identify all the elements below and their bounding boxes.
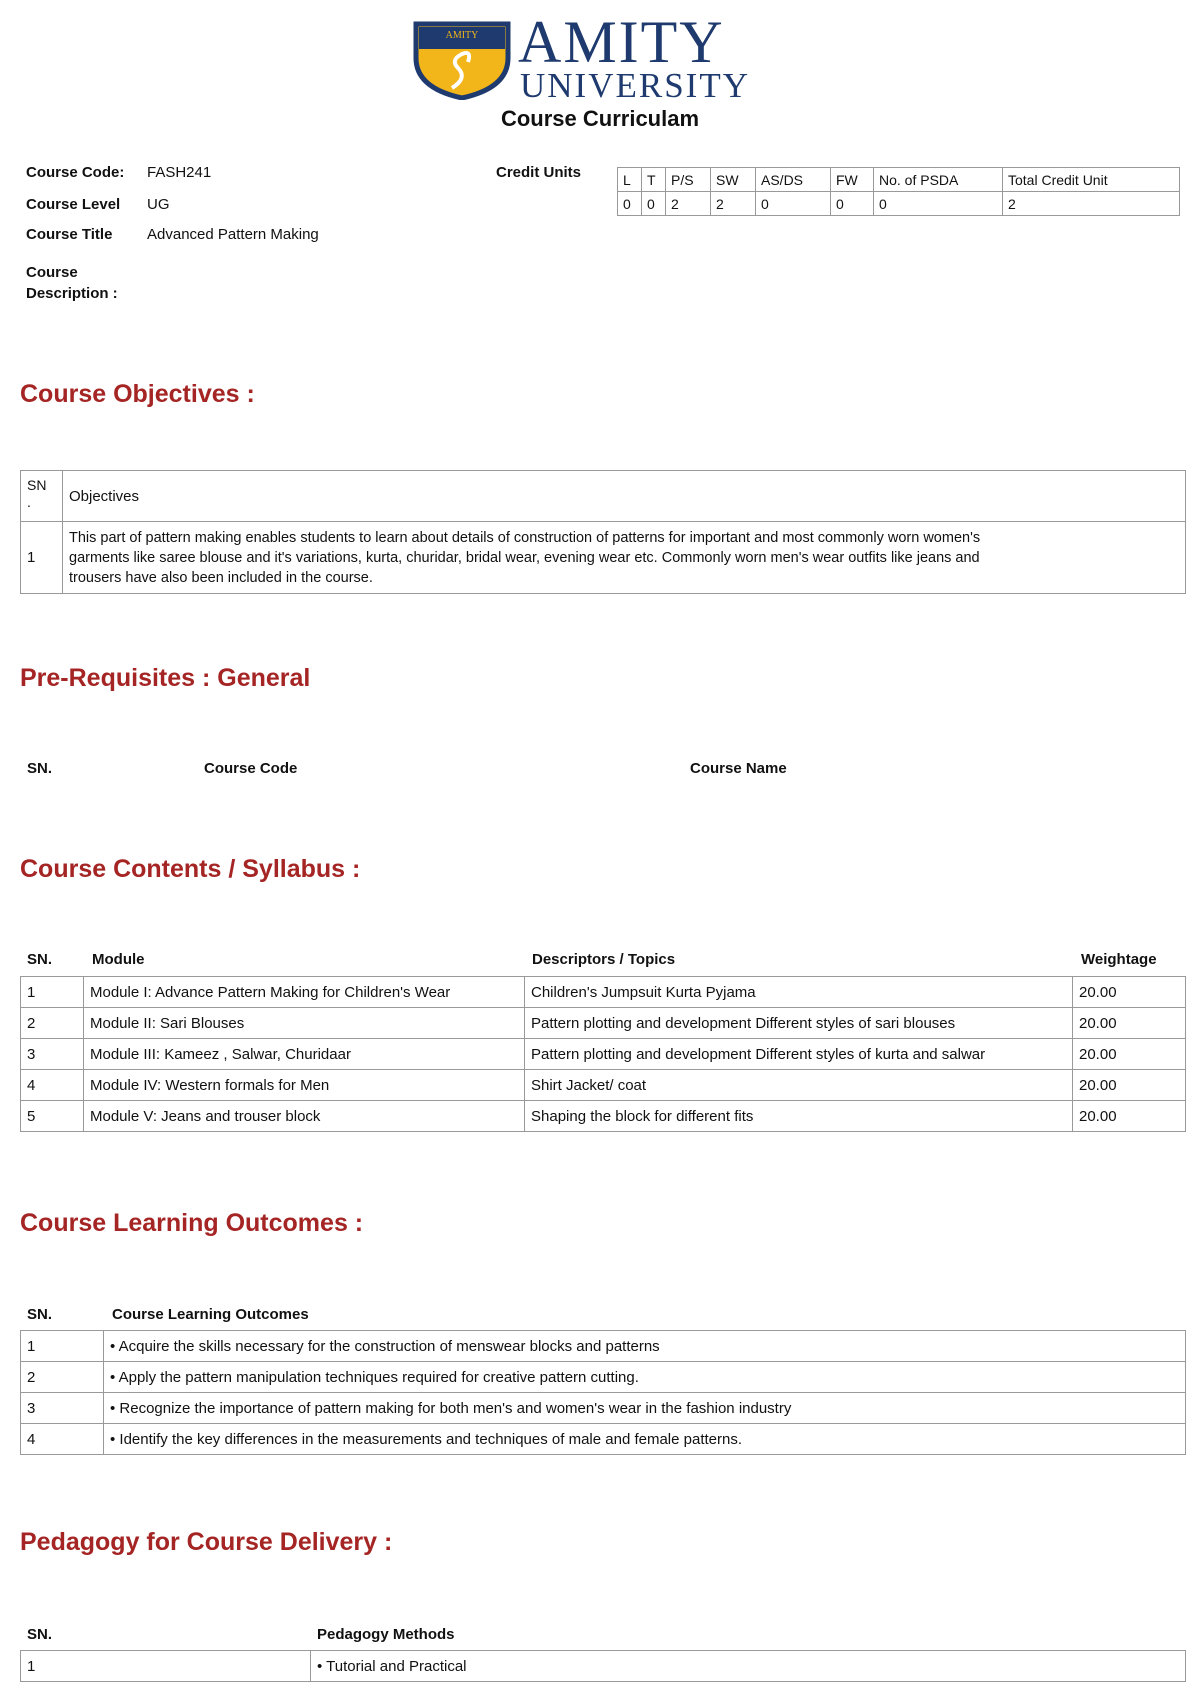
prereq-sn-header: SN.	[27, 760, 53, 777]
outcome-text: • Apply the pattern manipulation techniques required for creative pattern cutting.	[104, 1362, 1186, 1393]
objectives-row	[21, 522, 1186, 594]
credit-header-cell: Total Credit Unit	[1003, 168, 1180, 192]
outcomes-table	[20, 1330, 1186, 1455]
syllabus-heading: Course Contents / Syllabus :	[20, 855, 361, 883]
credit-header-cell: P/S	[666, 168, 711, 192]
table-row	[21, 1651, 1186, 1682]
credit-header-cell: T	[642, 168, 666, 192]
course-code-value: FASH241	[147, 164, 212, 181]
pedagogy-sn: 1	[21, 1651, 311, 1682]
credit-units-label: Credit Units	[496, 164, 582, 181]
university-logo	[412, 9, 792, 105]
credit-value-cell: 0	[618, 192, 642, 216]
syllabus-topics-header: Descriptors / Topics	[532, 951, 676, 968]
pedagogy-sn-header: SN.	[27, 1626, 53, 1643]
syllabus-module: Module V: Jeans and trouser block	[84, 1101, 525, 1132]
syllabus-sn: 5	[21, 1101, 84, 1132]
credit-value-row	[618, 192, 1180, 216]
syllabus-module: Module I: Advance Pattern Making for Children's Wear	[84, 977, 525, 1008]
credit-header-cell: AS/DS	[756, 168, 831, 192]
objective-line: trousers have also been included in the course.	[69, 569, 373, 586]
outcome-sn: 4	[21, 1424, 104, 1455]
objectives-column-header: Objectives	[63, 471, 1186, 522]
syllabus-table	[20, 976, 1186, 1132]
syllabus-module: Module IV: Western formals for Men	[84, 1070, 525, 1101]
credit-header-cell: No. of PSDA	[874, 168, 1003, 192]
course-title-label: Course Title	[26, 226, 113, 243]
syllabus-topics: Shaping the block for different fits	[525, 1101, 1073, 1132]
sn-header-text: SN	[27, 477, 47, 493]
shield-text: AMITY	[445, 30, 479, 41]
table-row	[21, 1362, 1186, 1393]
syllabus-weightage: 20.00	[1073, 1008, 1186, 1039]
objective-line: garments like saree blouse and it's variations, kurta, churidar, bridal wear, evening wear etc. Commonly worn men's wear outfits like jeans and	[69, 549, 980, 566]
outcome-text: • Acquire the skills necessary for the construction of menswear blocks and patterns	[104, 1331, 1186, 1362]
syllabus-weightage: 20.00	[1073, 977, 1186, 1008]
credit-value-cell: 2	[666, 192, 711, 216]
outcomes-sn-header: SN.	[27, 1306, 53, 1323]
outcomes-column-header: Course Learning Outcomes	[112, 1306, 309, 1323]
course-description-label-2: Description :	[26, 285, 118, 302]
objective-sn: 1	[21, 522, 63, 594]
syllabus-weightage: 20.00	[1073, 1070, 1186, 1101]
credit-value-cell: 2	[711, 192, 756, 216]
objective-text	[63, 522, 1186, 594]
credit-value-cell: 2	[1003, 192, 1180, 216]
syllabus-topics: Children's Jumpsuit Kurta Pyjama	[525, 977, 1073, 1008]
outcomes-heading: Course Learning Outcomes :	[20, 1209, 364, 1237]
syllabus-topics: Pattern plotting and development Different styles of kurta and salwar	[525, 1039, 1073, 1070]
outcome-text: • Identify the key differences in the measurements and techniques of male and female patterns.	[104, 1424, 1186, 1455]
prereq-course-code-header: Course Code	[204, 760, 298, 777]
course-description-label-1: Course	[26, 264, 78, 281]
syllabus-weightage-header: Weightage	[1081, 951, 1157, 968]
credit-value-cell: 0	[642, 192, 666, 216]
table-row	[21, 1424, 1186, 1455]
table-row	[21, 1008, 1186, 1039]
syllabus-weightage: 20.00	[1073, 1039, 1186, 1070]
credit-units-table	[617, 167, 1180, 216]
credit-header-cell: L	[618, 168, 642, 192]
credit-header-cell: FW	[831, 168, 874, 192]
course-level-label: Course Level	[26, 196, 121, 213]
table-row	[21, 1070, 1186, 1101]
course-level-value: UG	[147, 196, 170, 213]
objectives-header-row	[21, 471, 1186, 522]
objectives-heading: Course Objectives :	[20, 380, 255, 408]
table-row	[21, 1331, 1186, 1362]
credit-header-cell: SW	[711, 168, 756, 192]
logo-name: AMITY	[518, 9, 725, 75]
table-row	[21, 1039, 1186, 1070]
syllabus-topics: Pattern plotting and development Different styles of sari blouses	[525, 1008, 1073, 1039]
pedagogy-table	[20, 1650, 1186, 1682]
table-row	[21, 977, 1186, 1008]
syllabus-sn-header: SN.	[27, 951, 53, 968]
syllabus-sn: 3	[21, 1039, 84, 1070]
outcome-sn: 2	[21, 1362, 104, 1393]
objective-line: This part of pattern making enables students to learn about details of construction of patterns for important and most commonly worn women's	[69, 529, 981, 546]
credit-value-cell: 0	[874, 192, 1003, 216]
shield-icon	[412, 18, 512, 100]
prereq-course-name-header: Course Name	[690, 760, 787, 777]
course-title-value: Advanced Pattern Making	[147, 226, 319, 243]
table-row	[21, 1393, 1186, 1424]
course-code-label: Course Code:	[26, 164, 125, 181]
pedagogy-methods-header: Pedagogy Methods	[317, 1626, 455, 1643]
credit-value-cell: 0	[756, 192, 831, 216]
syllabus-module: Module III: Kameez , Salwar, Churidaar	[84, 1039, 525, 1070]
syllabus-module: Module II: Sari Blouses	[84, 1008, 525, 1039]
syllabus-topics: Shirt Jacket/ coat	[525, 1070, 1073, 1101]
syllabus-sn: 1	[21, 977, 84, 1008]
syllabus-weightage: 20.00	[1073, 1101, 1186, 1132]
sn-header-dot: .	[27, 494, 31, 510]
sn-header	[21, 471, 63, 522]
syllabus-sn: 4	[21, 1070, 84, 1101]
page-title: Course Curriculam	[500, 106, 700, 131]
credit-header-row	[618, 168, 1180, 192]
syllabus-module-header: Module	[92, 951, 145, 968]
table-row	[21, 1101, 1186, 1132]
credit-value-cell: 0	[831, 192, 874, 216]
pedagogy-heading: Pedagogy for Course Delivery :	[20, 1528, 393, 1556]
outcome-sn: 1	[21, 1331, 104, 1362]
outcome-text: • Recognize the importance of pattern making for both men's and women's wear in the fashion industry	[104, 1393, 1186, 1424]
syllabus-sn: 2	[21, 1008, 84, 1039]
objectives-table	[20, 470, 1186, 594]
pedagogy-text: • Tutorial and Practical	[311, 1651, 1186, 1682]
outcome-sn: 3	[21, 1393, 104, 1424]
logo-subtitle: UNIVERSITY	[520, 66, 750, 105]
prerequisites-heading: Pre-Requisites : General	[20, 664, 311, 692]
